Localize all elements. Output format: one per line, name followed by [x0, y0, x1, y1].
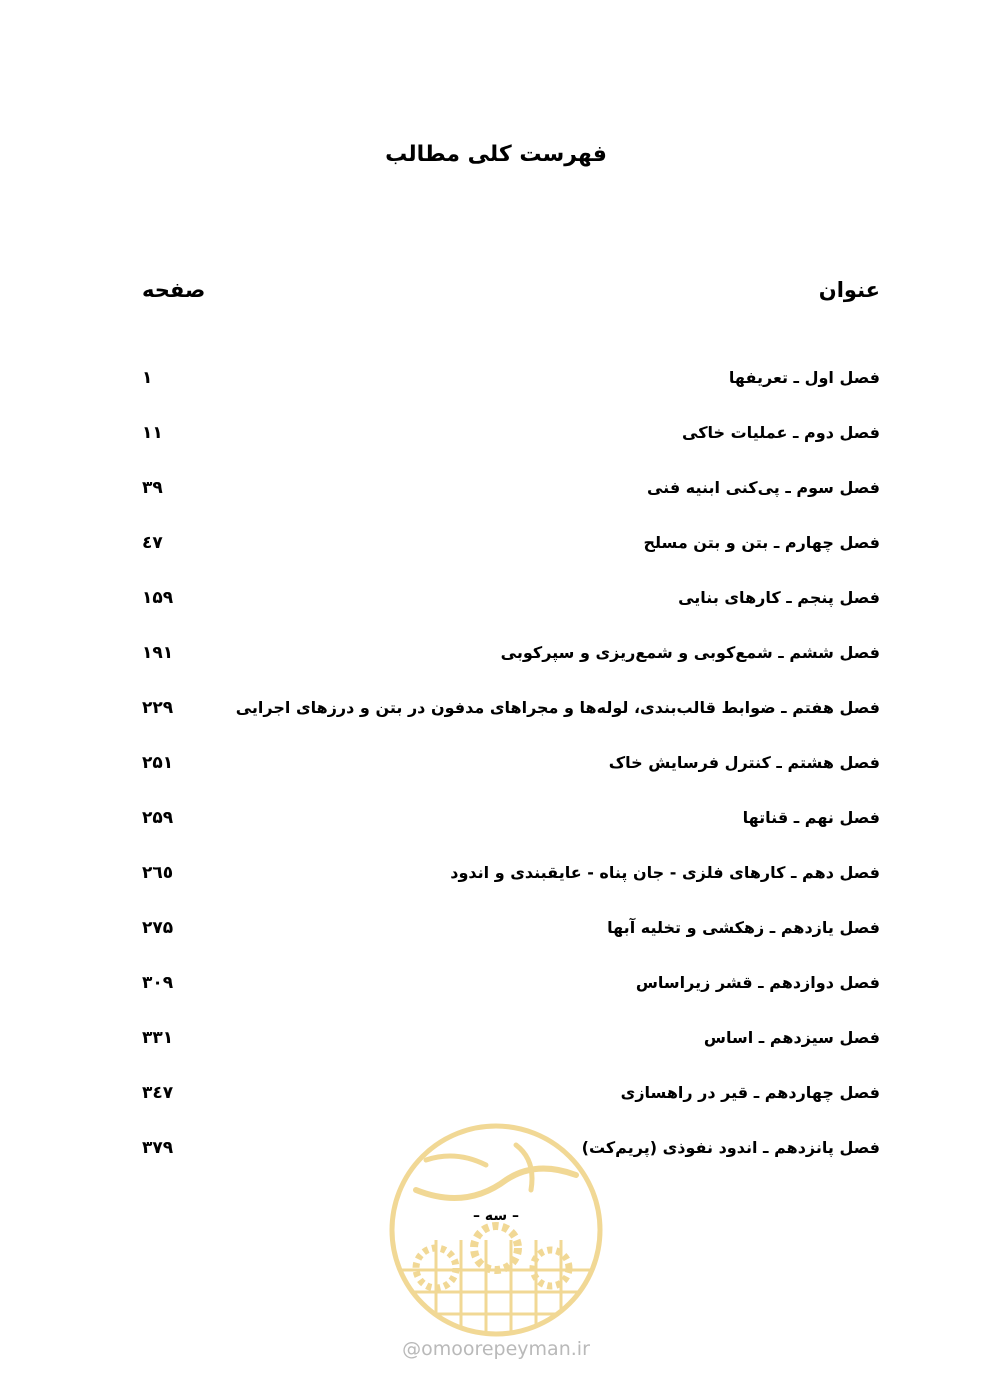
- toc-entry-title: فصل هشتم ـ کنترل فرسایش خاک: [608, 753, 880, 772]
- toc-entry-page: ۲۲۹: [142, 698, 174, 718]
- toc-entry-page: ۳۳۱: [142, 1028, 174, 1048]
- toc-entry-title: فصل دهم ـ کارهای فلزی - جان پناه - عایقبندی و اندود: [450, 863, 880, 882]
- toc-row: [0, 1023, 992, 1078]
- page-number: – سه –: [472, 1208, 519, 1224]
- toc-row: [0, 638, 992, 693]
- toc-entry-page: ۳۹: [142, 478, 163, 498]
- toc-entry-title: فصل هفتم ـ ضوابط قالب‌بندی، لوله‌ها و مجراهای مدفون در بتن و درزهای اجرایی: [235, 698, 880, 717]
- toc-entry-page: ٤٧: [142, 533, 163, 553]
- toc-row: [0, 528, 992, 583]
- page-title: فهرست کلی مطالب: [385, 142, 607, 167]
- toc-entry-page: ۲٦٥: [142, 863, 174, 883]
- title-column-header: عنوان: [818, 278, 880, 302]
- page-column-header: صفحه: [142, 278, 206, 302]
- toc-entry-title: فصل پنجم ـ کارهای بنایی: [678, 588, 880, 607]
- toc-entry-page: ۳٤۷: [142, 1083, 174, 1103]
- toc-entry-title: فصل دوم ـ عملیات خاکی: [682, 423, 880, 442]
- toc-row: [0, 968, 992, 1023]
- toc-entry-title: فصل سیزدهم ـ اساس: [703, 1028, 880, 1047]
- toc-row: [0, 418, 992, 473]
- toc-entry-title: فصل نهم ـ قناتها: [742, 808, 880, 827]
- toc-entry-page: ۲۵۱: [142, 753, 174, 773]
- toc-entry-title: فصل پانزدهم ـ اندود نفوذی (پریم‌کت): [581, 1138, 880, 1157]
- toc-entry-page: ۱۹۱: [142, 643, 174, 663]
- toc-row: [0, 693, 992, 748]
- toc-entry-title: فصل دوازدهم ـ قشر زیراساس: [635, 973, 880, 992]
- toc-entry-title: فصل سوم ـ پی‌کنی ابنیه فنی: [646, 478, 880, 497]
- toc-entry-title: فصل اول ـ تعریفها: [728, 368, 880, 387]
- toc-entry-title: فصل چهارم ـ بتن و بتن مسلح: [643, 533, 880, 552]
- toc-entry-page: ۱۱: [142, 423, 163, 443]
- toc-entry-title: فصل ششم ـ شمع‌کوبی و شمع‌ریزی و سپرکوبی: [500, 643, 880, 662]
- toc-row: [0, 913, 992, 968]
- site-link: @omoorepeyman.ir: [402, 1338, 590, 1360]
- table-of-contents: [0, 363, 992, 1188]
- toc-entry-page: ۲۷۵: [142, 918, 174, 938]
- toc-row: [0, 583, 992, 638]
- toc-entry-page: ۱: [142, 368, 153, 388]
- toc-row: [0, 473, 992, 528]
- toc-entry-title: فصل یازدهم ـ زهکشی و تخلیه آبها: [607, 918, 880, 937]
- toc-entry-title: فصل چهاردهم ـ قیر در راهسازی: [620, 1083, 880, 1102]
- toc-entry-page: ۳۰۹: [142, 973, 174, 993]
- toc-entry-page: ۲۵۹: [142, 808, 174, 828]
- toc-row: [0, 858, 992, 913]
- toc-row: [0, 803, 992, 858]
- toc-entry-page: ۳۷۹: [142, 1138, 174, 1158]
- toc-row: [0, 363, 992, 418]
- watermark-logo-icon: [386, 1120, 606, 1340]
- toc-row: [0, 748, 992, 803]
- toc-entry-page: ۱۵۹: [142, 588, 174, 608]
